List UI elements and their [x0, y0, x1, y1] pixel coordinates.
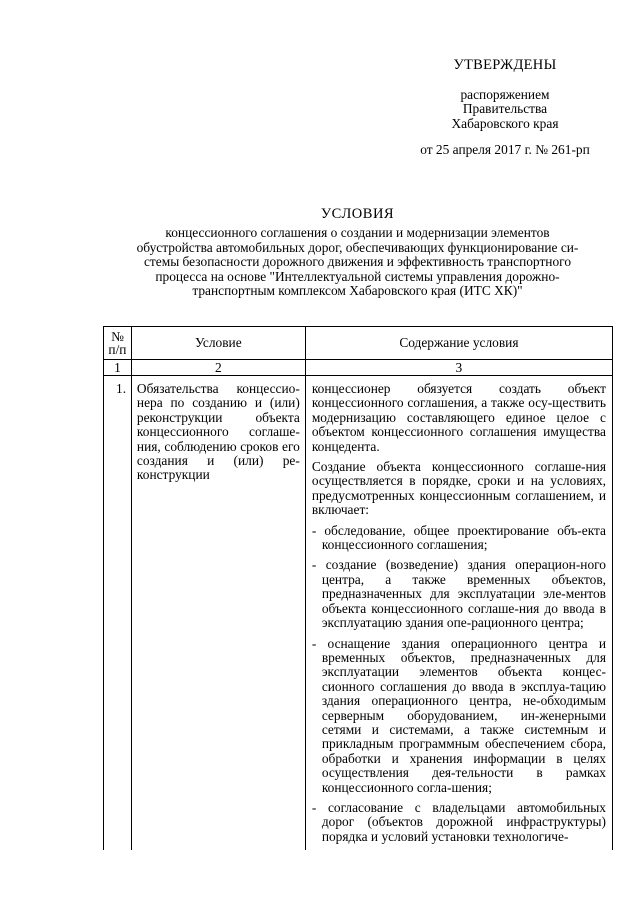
table-row [104, 376, 613, 851]
content-paragraph: Создание объекта концессионного соглаше-ния осуществляется в порядке, сроки и на условиях, предусмотренных концессионным соглашением, и включает: [311, 459, 606, 518]
row-index: 1. [104, 376, 132, 851]
column-number: 2 [131, 360, 305, 376]
approval-heading: УТВЕРЖДЕНЫ [453, 57, 557, 73]
approval-block [395, 58, 615, 158]
content-paragraph: концессионер обязуется создать объект концессионного соглашения, а также осу-ществить модернизацию составляющего единое целое с объектом концессионного соглашения имущества концедента. [311, 381, 606, 454]
content-list-item: - создание (возведение) здания операцион-ного центра, а также временных объектов, предназначенных для эксплуатации эле-ментов объекта концессионного соглаше-ния до ввода в эксплуатацию здания опе-рационного центра; [311, 557, 606, 631]
approval-line: Правительства [462, 101, 548, 116]
header-number-cell [104, 327, 132, 360]
content-list-item: - согласование с владельцами автомобильных дорог (объектов дорожной инфраструктуры) порядка и условий установки технологиче- [311, 799, 606, 844]
row-condition: Обязательства концессио-нера по созданию и (или) реконструкции объекта концессионного соглаше-ния, соблюдению сроков его создания и (или) ре-конструкции [131, 376, 305, 851]
subtitle-line: обустройства автомобильных дорог, обеспечивающих функционирование си- [136, 239, 579, 255]
header-content: Содержание условия [305, 327, 612, 360]
subtitle-line: концессионного соглашения о создании и модернизации элементов [165, 225, 550, 240]
column-number-row [104, 360, 613, 376]
table-header-row [104, 327, 613, 360]
content-list-item: - обследование, общее проектирование объ-екта концессионного соглашения; [311, 522, 606, 553]
document-subtitle [105, 226, 610, 299]
subtitle-line: процесса на основе "Интеллектуальной системы управления дорожно- [155, 268, 560, 284]
header-number-sign: № [111, 329, 124, 344]
approval-line: распоряжением [460, 86, 550, 102]
conditions-table [103, 326, 613, 850]
subtitle-line: транспортным комплексом Хабаровского края (ИТС ХК)" [192, 283, 523, 298]
document-title: УСЛОВИЯ [320, 206, 395, 222]
column-number: 1 [104, 360, 132, 376]
header-condition: Условие [131, 327, 305, 360]
approval-line: Хабаровского края [451, 115, 559, 131]
content-list-item: - оснащение здания операционного центра и временных объектов, предназначенных для эксплуатации элементов объекта концес-сионного соглашения до ввода в эксплуа-тацию здания операционного центра, не-обходимым серверным оборудованием, ин-женерными сетями и системами, а также системным и прикладным программным обеспечением сбора, обработки и хранения информации в целях осуществления дея-тельности в рамках концессионного согла-шения; [311, 635, 606, 795]
header-number-abbr: п/п [108, 342, 127, 357]
approval-date: от 25 апреля 2017 г. № 261-рп [420, 142, 590, 157]
subtitle-line: стемы безопасности дорожного движения и эффективность транспортного [143, 254, 572, 269]
row-content [305, 376, 612, 851]
column-number: 3 [305, 360, 612, 376]
